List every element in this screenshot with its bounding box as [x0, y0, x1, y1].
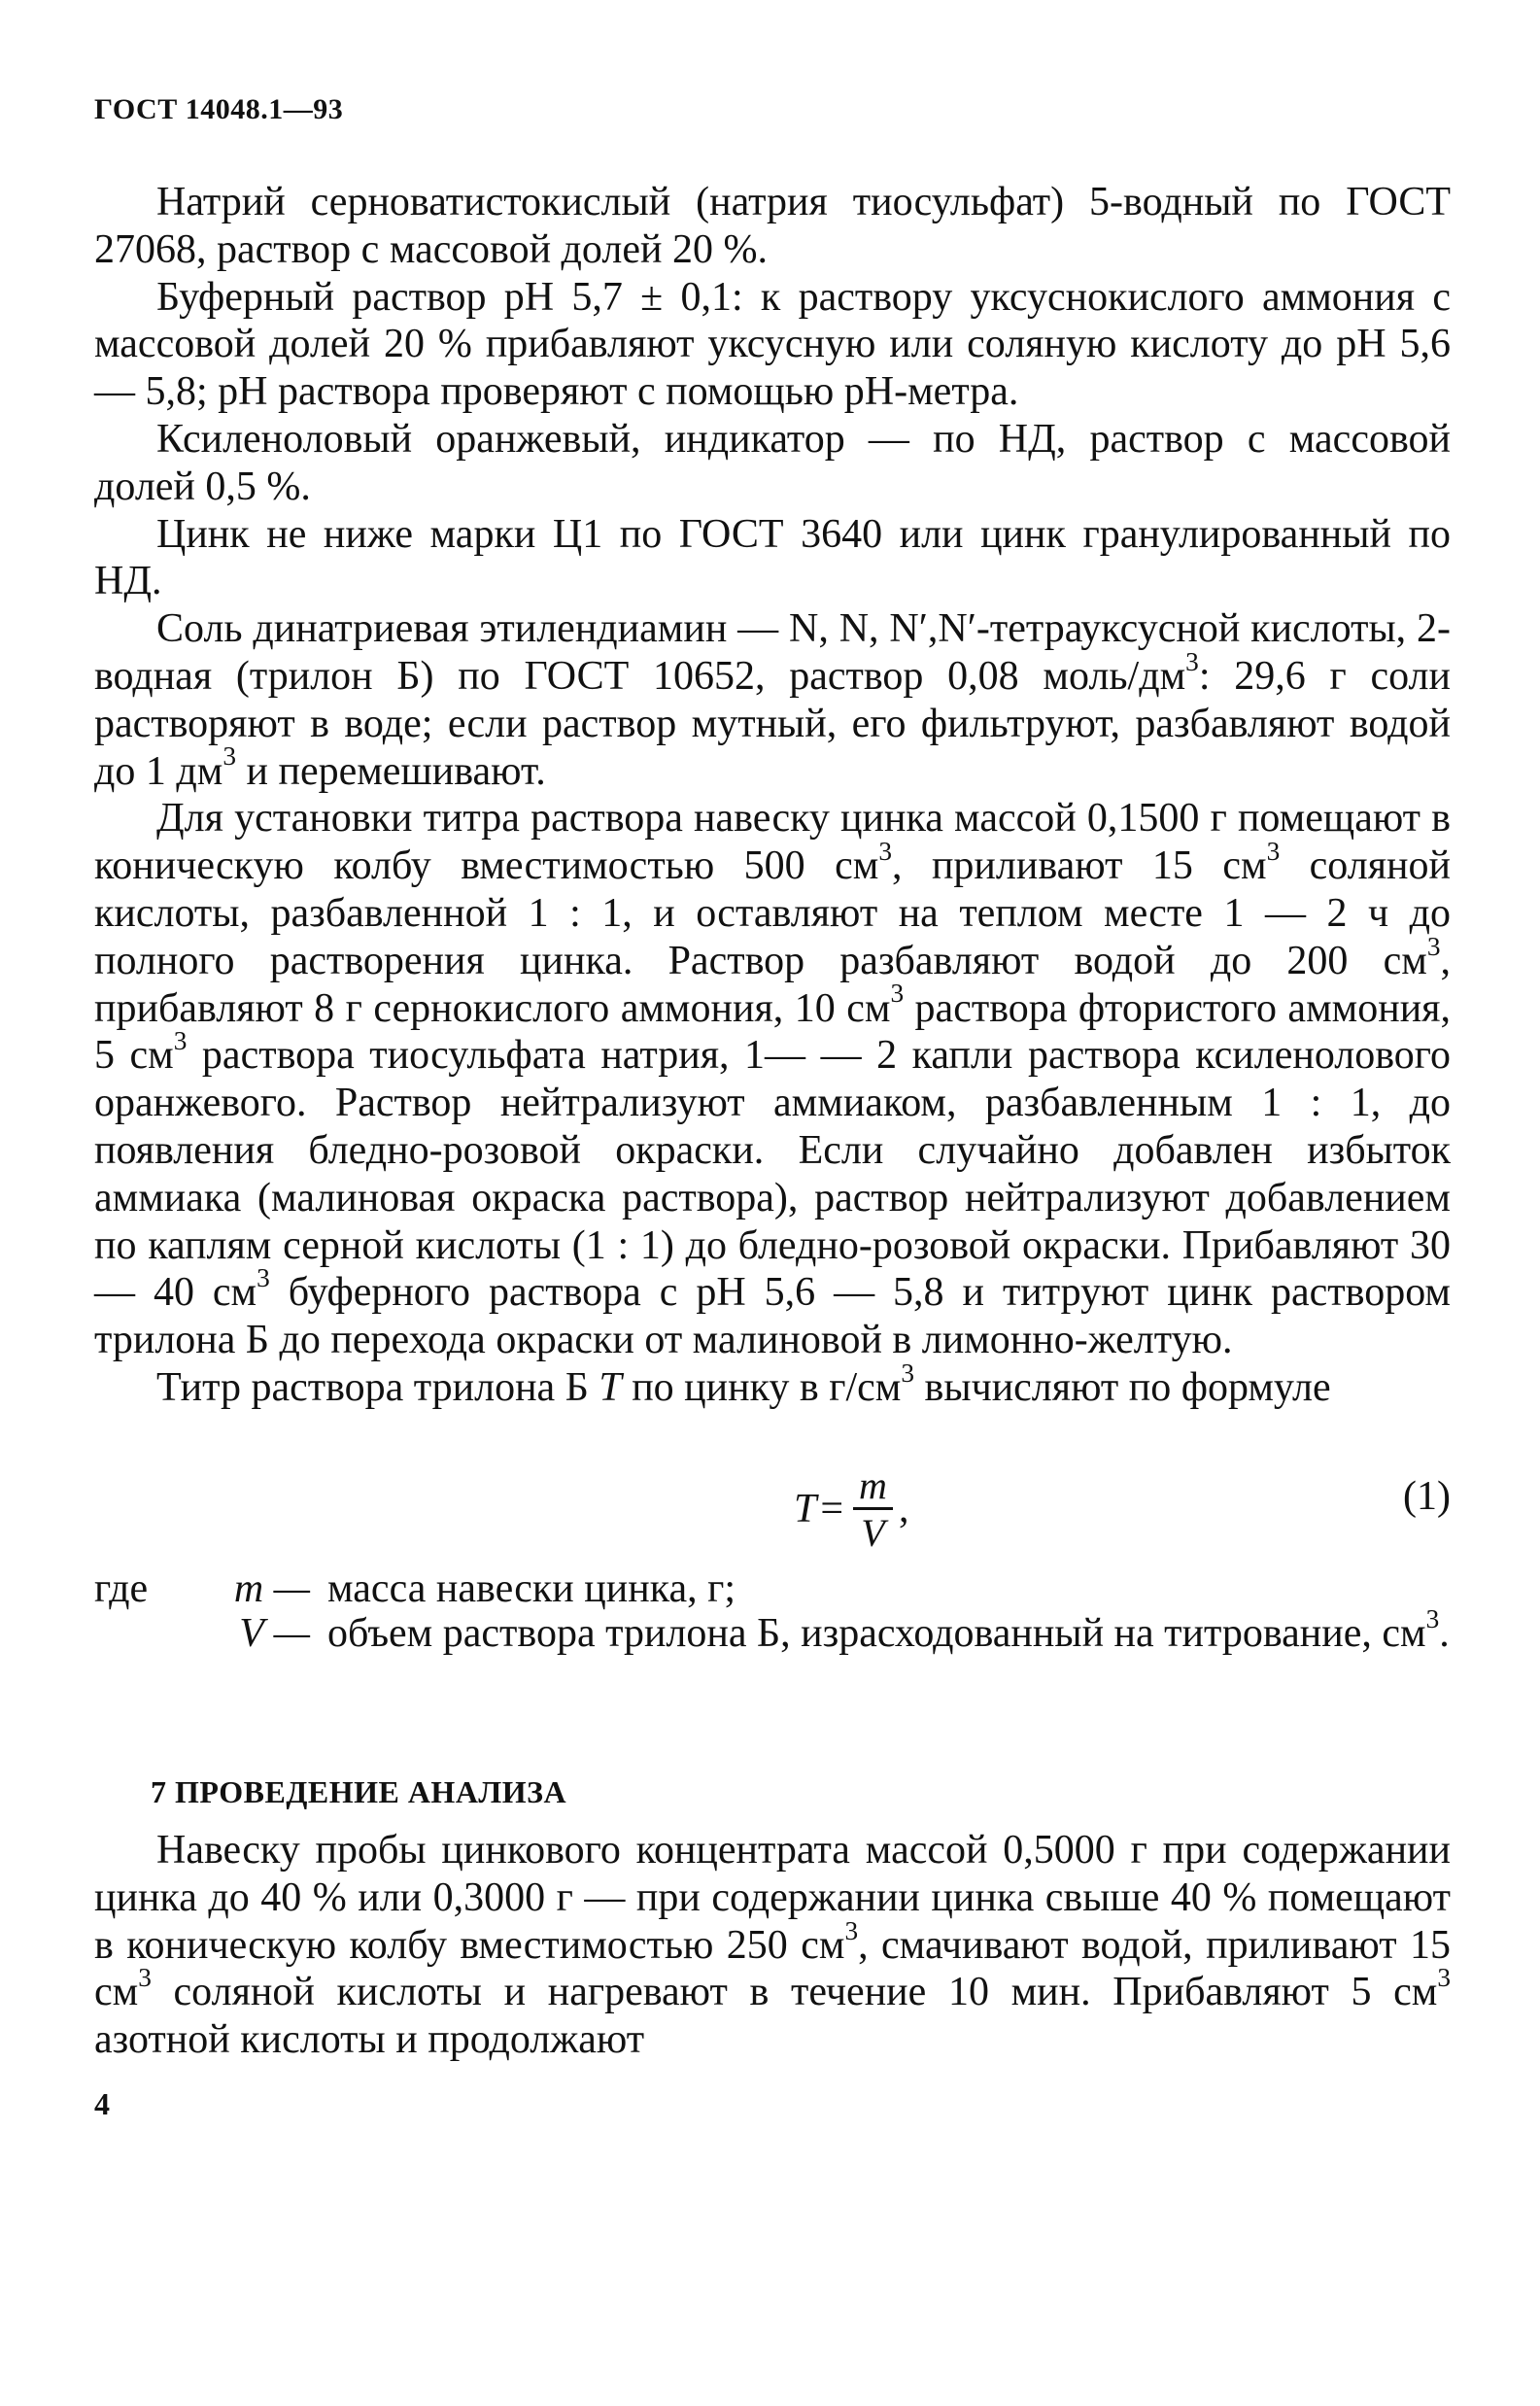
- definition-row: где m — масса навески цинка, г;: [94, 1566, 736, 1611]
- page-number: 4: [94, 2086, 110, 2121]
- paragraph-trilon-b: Соль динатриевая этилендиамин — N, N, N′,N′-тетрауксусной кислоты, 2-водная (трилон Б) по ГОСТ 10652, раствор 0,08 моль/$дм^3$: 29,6 г соли растворяют в воде; если раствор мутный, его фильтруют, разбавляют водой до 1 $дм^3$ и перемешивают.: [94, 606, 1451, 794]
- paragraph-analysis: Навеску пробы цинкового концентрата массой 0,5000 г при содержании цинка до 40 % или 0,3000 г — при содержании цинка свыше 40 % помещают в коническую колбу вместимостью 250 $см^3$, смачивают водой, приливают 15 $см^3$ соляной кислоты и нагревают в течение 10 мин. Прибавляют 5 $см^3$ азотной кислоты и продолжают: [94, 1828, 1451, 2063]
- variable-definitions: [94, 1566, 1451, 1656]
- paragraph-titer-setup: Для установки титра раствора навеску цинка массой 0,1500 г помещают в коническую колбу вместимостью 500 $см^3$, приливают 15 $см^3$ соляной кислоты, разбавленной 1 : 1, и оставляют на теплом месте 1 — 2 ч до полного растворения цинка. Раствор разбавляют водой до 200 $см^3$, прибавляют 8 г сернокислого аммония, 10 $см^3$ раствора фтористого аммония, 5 $см^3$ раствора тиосульфата натрия, 1— — 2 капли раствора ксиленолового оранжевого. Раствор нейтрализуют аммиаком, разбавленным 1 : 1, до появления бледно-розовой окраски. Если случайно добавлен избыток аммиака (малиновая окраска раствора), раствор нейтрализуют добавлением по каплям серной кислоты (1 : 1) до бледно-розовой окраски. Прибавляют 30 — 40 $см^3$ буферного раствора с pH 5,6 — 5,8 и титруют цинк раствором трилона Б до перехода окраски от малиновой в лимонно-желтую.: [94, 796, 1451, 1363]
- paragraph-zinc: Цинк не ниже марки Ц1 по ГОСТ 3640 или цинк гранулированный по НД.: [94, 511, 1451, 604]
- fraction: $\frac{m}{V}$: [853, 1466, 893, 1553]
- paragraph-sodium-thiosulfate: Натрий серноватистокислый (натрия тиосульфат) 5-водный по ГОСТ 27068, раствор с массовой долей 20 %.: [94, 180, 1451, 272]
- formula-block: [94, 1456, 1451, 1563]
- formula-number: (1): [1403, 1474, 1451, 1519]
- titer-formula: T = $\frac{m}{V}$ ,: [794, 1462, 909, 1555]
- body-text: [94, 179, 1451, 1412]
- page-header: ГОСТ 14048.1—93: [94, 93, 344, 125]
- paragraph-xylenol-orange: Ксиленоловый оранжевый, индикатор — по НД, раствор с массовой долей 0,5 %.: [94, 416, 1451, 509]
- section-heading: 7 ПРОВЕДЕНИЕ АНАЛИЗА: [151, 1774, 567, 1809]
- paragraph-titer-formula-intro: Титр раствора трилона Б T по цинку в $г/см^3$ вычисляют по формуле: [156, 1358, 1331, 1410]
- definition-row: V — объем раствора трилона Б, израсходованный на титрование, $см^3$.: [239, 1603, 1450, 1656]
- section-body-text: [94, 1827, 1451, 2064]
- paragraph-buffer-solution: Буферный раствор pH 5,7 ± 0,1: к раствору уксуснокислого аммония с массовой долей 20 % прибавляют уксусную или соляную кислоту до pH 5,6 — 5,8; pH раствора проверяют с помощью pH-метра.: [94, 274, 1451, 415]
